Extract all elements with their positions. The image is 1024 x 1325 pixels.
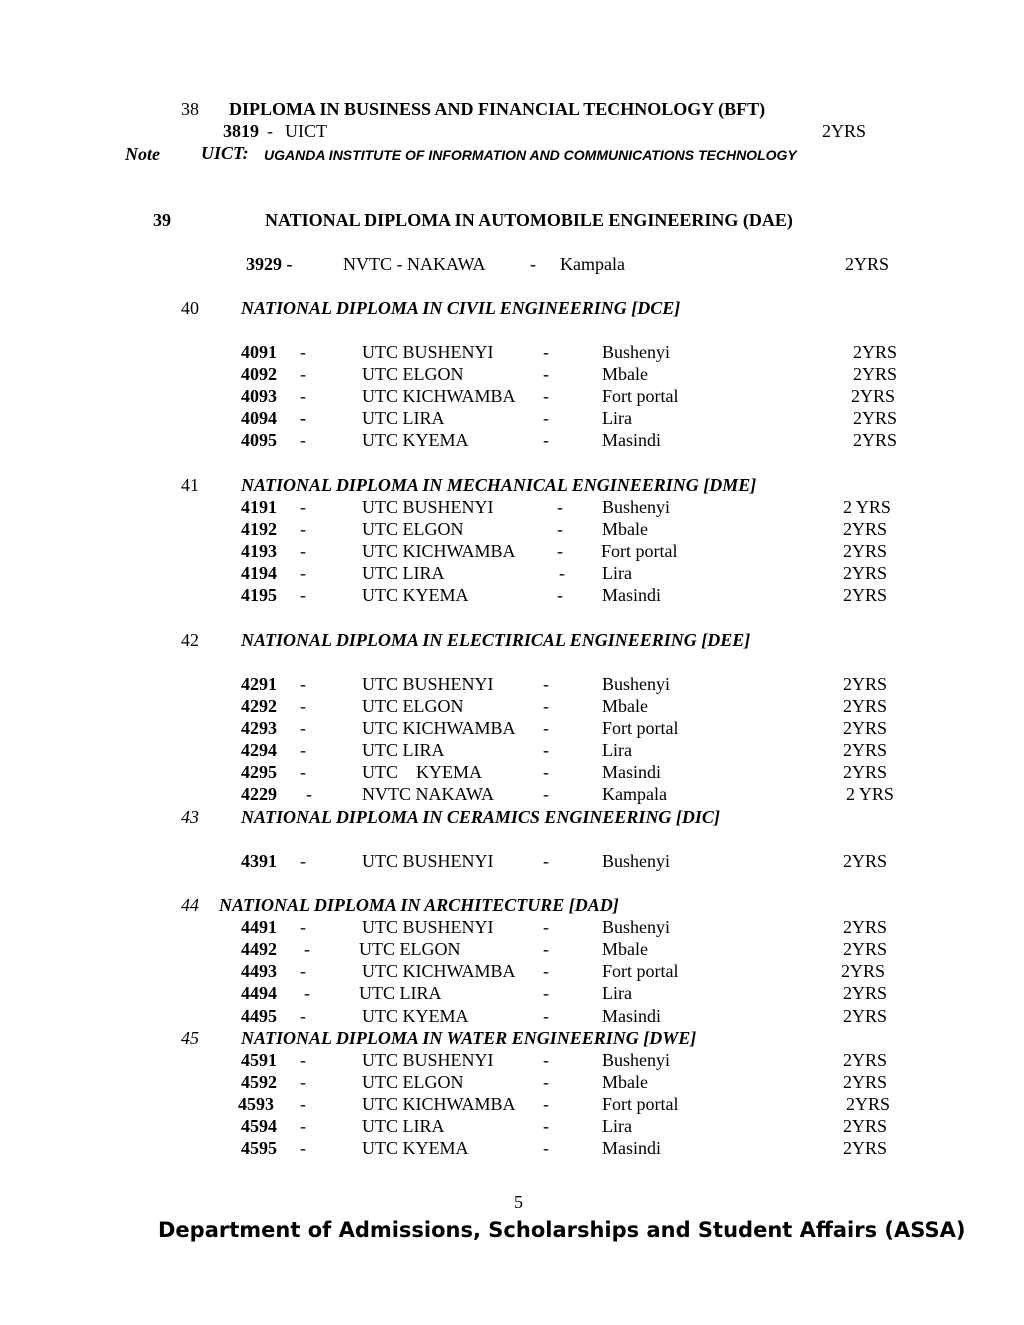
dash: - xyxy=(557,541,563,561)
location: Mbale xyxy=(602,1072,648,1092)
duration: 2YRS xyxy=(843,696,888,716)
institution: UTC ELGON xyxy=(359,939,461,959)
location: Lira xyxy=(602,563,632,583)
duration: 2YRS xyxy=(843,541,888,561)
dash: - xyxy=(300,497,306,517)
program-code: 3819 xyxy=(223,121,259,141)
program-code: 4291 xyxy=(241,674,277,694)
dash: - xyxy=(267,121,273,141)
program-code: 4091 xyxy=(241,342,277,362)
institution: UTC KICHWAMBA xyxy=(362,961,516,981)
dash: - xyxy=(300,1116,306,1136)
location: Kampala xyxy=(560,254,625,274)
dash: - xyxy=(530,254,536,274)
dash: - xyxy=(300,696,306,716)
duration: 2YRS xyxy=(843,983,888,1003)
duration: 2YRS xyxy=(845,254,890,274)
dash: - xyxy=(543,674,549,694)
program-code: 4593 xyxy=(238,1094,274,1114)
program-code: 4391 xyxy=(241,851,277,871)
duration: 2YRS xyxy=(843,674,888,694)
institution: UTC BUSHENYI xyxy=(362,342,494,362)
duration: 2YRS xyxy=(843,762,888,782)
dash: - xyxy=(557,497,563,517)
page-number: 5 xyxy=(514,1192,523,1212)
location: Fort portal xyxy=(602,718,679,738)
dash: - xyxy=(543,386,549,406)
institution: UTC LIRA xyxy=(362,1116,445,1136)
dash: - xyxy=(300,519,306,539)
location: Bushenyi xyxy=(602,917,671,937)
dash: - xyxy=(557,585,563,605)
dash: - xyxy=(300,1094,306,1114)
section-number: 40 xyxy=(181,298,199,318)
location: Bushenyi xyxy=(602,342,671,362)
duration: 2YRS xyxy=(853,408,898,428)
duration: 2YRS xyxy=(843,740,888,760)
location: Kampala xyxy=(602,784,667,804)
location: Fort portal xyxy=(601,541,678,561)
dash: - xyxy=(543,939,549,959)
institution: UTC KICHWAMBA xyxy=(362,1094,516,1114)
location: Masindi xyxy=(602,762,662,782)
duration: 2YRS xyxy=(853,364,898,384)
duration: 2YRS xyxy=(843,718,888,738)
location: Bushenyi xyxy=(602,851,671,871)
program-code: 4595 xyxy=(241,1138,277,1158)
institution: UTC ELGON xyxy=(362,519,464,539)
institution: UTC KYEMA xyxy=(362,1006,469,1026)
section-title: NATIONAL DIPLOMA IN MECHANICAL ENGINEERING [DME] xyxy=(241,475,757,495)
institution: UTC LIRA xyxy=(359,983,442,1003)
institution: UTC BUSHENYI xyxy=(362,497,494,517)
dash: - xyxy=(543,696,549,716)
duration: 2YRS xyxy=(853,342,898,362)
section-number: 39 xyxy=(153,210,171,230)
dash: - xyxy=(300,762,306,782)
dash: - xyxy=(543,983,549,1003)
section-title: NATIONAL DIPLOMA IN ARCHITECTURE [DAD] xyxy=(219,895,619,915)
section-number: 45 xyxy=(181,1028,199,1048)
institution: UTC ELGON xyxy=(362,364,464,384)
dash: - xyxy=(543,961,549,981)
institution: NVTC - NAKAWA xyxy=(343,254,486,274)
duration: 2YRS xyxy=(846,1094,891,1114)
note-label: Note xyxy=(125,144,160,164)
dash: - xyxy=(543,1050,549,1070)
location: Masindi xyxy=(602,1006,662,1026)
section-title: NATIONAL DIPLOMA IN WATER ENGINEERING [DWE] xyxy=(241,1028,697,1048)
dash: - xyxy=(559,563,565,583)
program-code: 4229 xyxy=(241,784,277,804)
dash: - xyxy=(304,939,310,959)
duration: 2YRS xyxy=(843,1116,888,1136)
duration: 2YRS xyxy=(843,563,888,583)
dash: - xyxy=(557,519,563,539)
location: Masindi xyxy=(602,430,662,450)
dash: - xyxy=(300,408,306,428)
section-number: 44 xyxy=(181,895,199,915)
dash: - xyxy=(300,961,306,981)
institution: UTC KYEMA xyxy=(362,762,482,782)
duration: 2YRS xyxy=(843,917,888,937)
dash: - xyxy=(300,1050,306,1070)
duration: 2YRS xyxy=(843,585,888,605)
location: Lira xyxy=(602,408,632,428)
dash: - xyxy=(543,430,549,450)
dash: - xyxy=(300,1138,306,1158)
program-code: 4294 xyxy=(241,740,277,760)
program-code: 4193 xyxy=(241,541,277,561)
program-code: 4191 xyxy=(241,497,277,517)
institution: UTC KYEMA xyxy=(362,585,469,605)
section-title: NATIONAL DIPLOMA IN AUTOMOBILE ENGINEERING (DAE) xyxy=(265,210,793,230)
dash: - xyxy=(543,1116,549,1136)
institution: UTC ELGON xyxy=(362,1072,464,1092)
program-code: 4293 xyxy=(241,718,277,738)
program-code: 4095 xyxy=(241,430,277,450)
section-title: NATIONAL DIPLOMA IN ELECTIRICAL ENGINEERING [DEE] xyxy=(241,630,751,650)
note-abbreviation: UICT: xyxy=(201,143,249,163)
institution: UTC BUSHENYI xyxy=(362,674,494,694)
dash: - xyxy=(300,917,306,937)
institution: UTC BUSHENYI xyxy=(362,917,494,937)
section-number: 38 xyxy=(181,99,199,119)
duration: 2YRS xyxy=(843,1138,888,1158)
program-code: 4192 xyxy=(241,519,277,539)
institution: UTC ELGON xyxy=(362,696,464,716)
location: Bushenyi xyxy=(602,1050,671,1070)
dash: - xyxy=(300,430,306,450)
duration: 2YRS xyxy=(843,519,888,539)
location: Fort portal xyxy=(602,961,679,981)
dash: - xyxy=(543,740,549,760)
duration: 2YRS xyxy=(851,386,896,406)
location: Mbale xyxy=(602,364,648,384)
institution: UTC KICHWAMBA xyxy=(362,386,516,406)
program-code: 4592 xyxy=(241,1072,277,1092)
location: Fort portal xyxy=(602,386,679,406)
dash: - xyxy=(300,851,306,871)
dash: - xyxy=(543,784,549,804)
location: Masindi xyxy=(602,585,662,605)
dash: - xyxy=(543,917,549,937)
duration: 2 YRS xyxy=(846,784,894,804)
dash: - xyxy=(300,342,306,362)
institution: NVTC NAKAWA xyxy=(362,784,495,804)
location: Lira xyxy=(602,1116,632,1136)
location: Mbale xyxy=(602,939,648,959)
duration: 2YRS xyxy=(822,121,867,141)
duration: 2YRS xyxy=(841,961,886,981)
dash: - xyxy=(543,1072,549,1092)
program-code: 4195 xyxy=(241,585,277,605)
program-code: 3929 - xyxy=(246,254,293,274)
duration: 2YRS xyxy=(843,851,888,871)
duration: 2YRS xyxy=(843,1006,888,1026)
institution: UTC LIRA xyxy=(362,563,445,583)
section-number: 41 xyxy=(181,475,199,495)
duration: 2YRS xyxy=(843,1072,888,1092)
dash: - xyxy=(300,585,306,605)
location: Lira xyxy=(602,740,632,760)
location: Fort portal xyxy=(602,1094,679,1114)
dash: - xyxy=(300,1072,306,1092)
institution: UTC KICHWAMBA xyxy=(362,718,516,738)
program-code: 4092 xyxy=(241,364,277,384)
program-code: 4494 xyxy=(241,983,277,1003)
program-code: 4492 xyxy=(241,939,277,959)
location: Bushenyi xyxy=(602,497,671,517)
dash: - xyxy=(543,762,549,782)
duration: 2 YRS xyxy=(843,497,891,517)
duration: 2YRS xyxy=(843,939,888,959)
section-title: NATIONAL DIPLOMA IN CERAMICS ENGINEERING [DIC] xyxy=(241,807,720,827)
institution: UTC LIRA xyxy=(362,408,445,428)
program-code: 4093 xyxy=(241,386,277,406)
duration: 2YRS xyxy=(853,430,898,450)
institution: UTC KYEMA xyxy=(362,430,469,450)
dash: - xyxy=(543,342,549,362)
program-code: 4194 xyxy=(241,563,277,583)
program-code: 4495 xyxy=(241,1006,277,1026)
dash: - xyxy=(306,784,312,804)
program-code: 4094 xyxy=(241,408,277,428)
location: Bushenyi xyxy=(602,674,671,694)
dash: - xyxy=(543,718,549,738)
footer-department-title: Department of Admissions, Scholarships and Student Affairs (ASSA) xyxy=(158,1218,966,1242)
dash: - xyxy=(543,408,549,428)
dash: - xyxy=(543,1094,549,1114)
dash: - xyxy=(300,563,306,583)
section-title: DIPLOMA IN BUSINESS AND FINANCIAL TECHNOLOGY (BFT) xyxy=(229,99,766,119)
institution: UICT xyxy=(285,121,327,141)
section-title: NATIONAL DIPLOMA IN CIVIL ENGINEERING [DCE] xyxy=(241,298,681,318)
dash: - xyxy=(543,1138,549,1158)
program-code: 4591 xyxy=(241,1050,277,1070)
location: Masindi xyxy=(602,1138,662,1158)
dash: - xyxy=(300,541,306,561)
institution: UTC KYEMA xyxy=(362,1138,469,1158)
note-description: UGANDA INSTITUTE OF INFORMATION AND COMMUNICATIONS TECHNOLOGY xyxy=(264,147,797,163)
duration: 2YRS xyxy=(843,1050,888,1070)
dash: - xyxy=(543,364,549,384)
dash: - xyxy=(300,386,306,406)
dash: - xyxy=(300,1006,306,1026)
section-number: 42 xyxy=(181,630,199,650)
institution: UTC BUSHENYI xyxy=(362,851,494,871)
program-code: 4493 xyxy=(241,961,277,981)
institution: UTC KICHWAMBA xyxy=(362,541,516,561)
institution: UTC LIRA xyxy=(362,740,445,760)
program-code: 4594 xyxy=(241,1116,277,1136)
dash: - xyxy=(300,740,306,760)
dash: - xyxy=(543,1006,549,1026)
dash: - xyxy=(300,718,306,738)
dash: - xyxy=(300,674,306,694)
institution: UTC BUSHENYI xyxy=(362,1050,494,1070)
section-number: 43 xyxy=(181,807,199,827)
program-code: 4295 xyxy=(241,762,277,782)
dash: - xyxy=(300,364,306,384)
dash: - xyxy=(304,983,310,1003)
dash: - xyxy=(543,851,549,871)
location: Mbale xyxy=(602,696,648,716)
program-code: 4491 xyxy=(241,917,277,937)
location: Lira xyxy=(602,983,632,1003)
location: Mbale xyxy=(602,519,648,539)
program-code: 4292 xyxy=(241,696,277,716)
